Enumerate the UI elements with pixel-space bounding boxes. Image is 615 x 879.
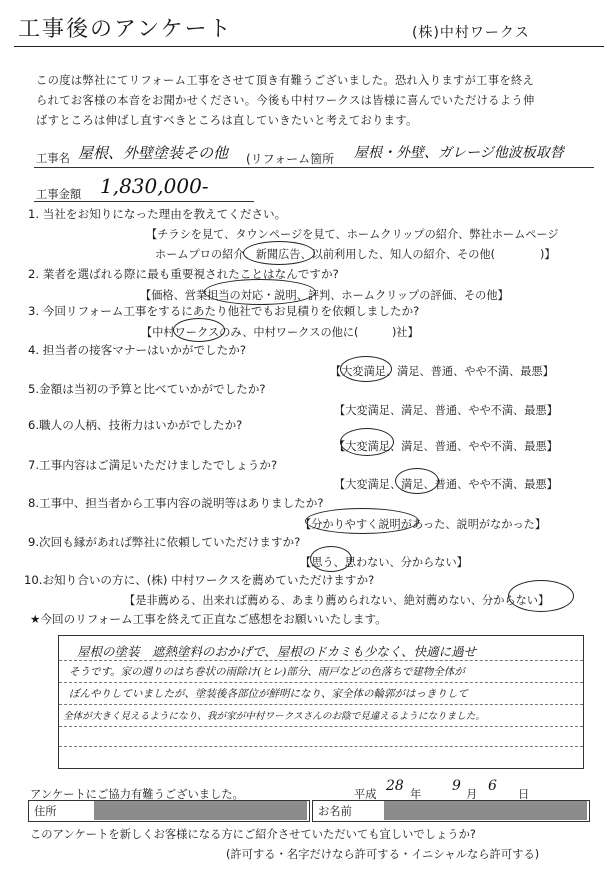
intro-line-2: られてお客様の本音をお聞かせください。今後も中村ワークスは皆様に喜んでいただけるよう伸 [36,94,535,107]
date-day: 6 [488,778,497,794]
question-8-options: 【分かりやすく説明があった、説明がなかった】 [300,518,547,531]
question-9-options: 【思う、思わない、分からない】 [300,556,468,569]
reform-place-value: 屋根・外壁、ガレージ他波板取替 [354,145,564,161]
question-10: 10.お知り合いの方に、(株) 中村ワークスを薦めていただけますか? [24,573,375,587]
question-7-options: 【大変満足、満足、普通、やや不満、最悪】 [334,478,558,491]
question-1-options-end: )】 [540,248,556,261]
date-era: 平成 [354,788,377,801]
question-2-options: 【価格、営業担当の対応・説明、評判、ホームクリップの評価、その他】 [140,289,509,302]
date-month: 9 [452,778,461,794]
question-9: 9.次回も縁があれば弊社に依頼していただけますか? [28,535,301,549]
question-5: 5.金額は当初の予算と比べていかがでしたか? [28,382,266,396]
answer-circle-q9 [310,546,352,572]
date-day-label: 日 [518,788,530,801]
answer-circle-q2 [204,279,316,305]
answer-circle-q4 [340,356,392,382]
amount-value: 1,830,000- [100,174,209,198]
answer-circle-q7 [395,468,439,494]
answer-circle-q10 [508,580,574,612]
impressions-prompt: ★今回のリフォーム工事を終えて正直なご感想をお願いいたします。 [30,612,387,626]
impression-line-2: そうです。家の週りのはち巻状の雨除け(ヒレ)部分、雨戸などの色落ちで建物全体が [69,666,465,678]
intro-line-3: ばすところは伸ばし直すべきところは直していきたいと考えております。 [36,114,418,127]
question-3-options: 【中村ワークスのみ、中村ワークスの他に( )社】 [141,326,419,339]
question-2: 2. 業者を選ばれる際に最も重要視されたことはなんですか? [28,267,339,281]
intro-line-1: この度は弊社にてリフォーム工事をさせて頂き有難うございました。恐れ入りますが工事を終え [36,74,535,87]
question-7: 7.工事内容はご満足いただけましたでしょうか? [28,458,278,472]
address-label: 住所 [34,805,57,818]
question-4: 4. 担当者の接客マナーはいかがでしたか? [28,343,246,357]
address-redacted [94,801,307,820]
impression-line-4: 全体が大きく見えるようになり、我が家が中村ワークスさんのお陰で見違えるようになりました。 [63,711,486,722]
answer-circle-q1 [243,241,315,265]
question-1: 1. 当社をお知りになった理由を教えてください。 [28,207,287,221]
question-1-options-line2: ホームプロの紹介、新聞広告、以前利用した、知人の紹介、その他( [155,248,495,261]
referral-question: このアンケートを新しくお客様になる方にご紹介させていただいても宜しいでしょうか? [30,828,476,841]
amount-underline [34,201,254,202]
title-underline [14,46,604,47]
question-4-options: 【大変満足、満足、普通、やや不満、最悪】 [330,365,554,378]
amount-label: 工事金額 [36,188,82,201]
impressions-box [58,635,584,769]
date-year: 28 [386,778,404,794]
question-1-options-line1: 【チラシを見て、タウンページを見て、ホームクリップの紹介、弊社ホームページ [146,228,559,241]
date-month-label: 月 [466,788,478,801]
impression-line-3: ぼんやりしていましたが、塗装後各部位が鮮明になり、家全体の輪郭がはっきりして [69,688,468,700]
survey-title: 工事後のアンケート [18,17,233,42]
project-name-label: 工事名 [36,152,70,165]
question-5-options: 【大変満足、満足、普通、やや不満、最悪】 [334,404,558,417]
answer-circle-q6 [340,428,394,456]
thanks-text: アンケートにご協力有難うございました。 [30,788,244,801]
project-name-value: 屋根、外壁塗装その他 [78,144,229,162]
question-10-options: 【是非薦める、出来れば薦める、あまり薦められない、絶対薦めない、分からない】 [124,594,550,607]
question-6-options: 【大変満足、満足、普通、やや不満、最悪】 [334,440,558,453]
answer-circle-q8 [305,508,419,534]
question-8: 8.工事中、担当者から工事内容の説明等はありましたか? [28,496,324,510]
project-name-underline [34,167,594,168]
reform-place-label: (リフォーム箇所 [246,152,335,166]
question-3: 3. 今回リフォーム工事をするにあたり他社でもお見積りを依頼しましたか? [28,304,420,318]
name-label: お名前 [318,805,352,818]
impression-line-1: 屋根の塗装 遮熱塗料のおかげで、屋根のドカミも少なく、快適に過せ [77,644,477,659]
company-name: (株)中村ワークス [412,25,530,41]
referral-options: (許可する・名字だけなら許可する・イニシャルなら許可する) [226,848,540,861]
question-6: 6.職人の人柄、技術力はいかがでしたか? [28,418,243,432]
name-redacted [384,801,587,820]
answer-circle-q3 [173,318,225,342]
date-year-label: 年 [410,788,422,801]
